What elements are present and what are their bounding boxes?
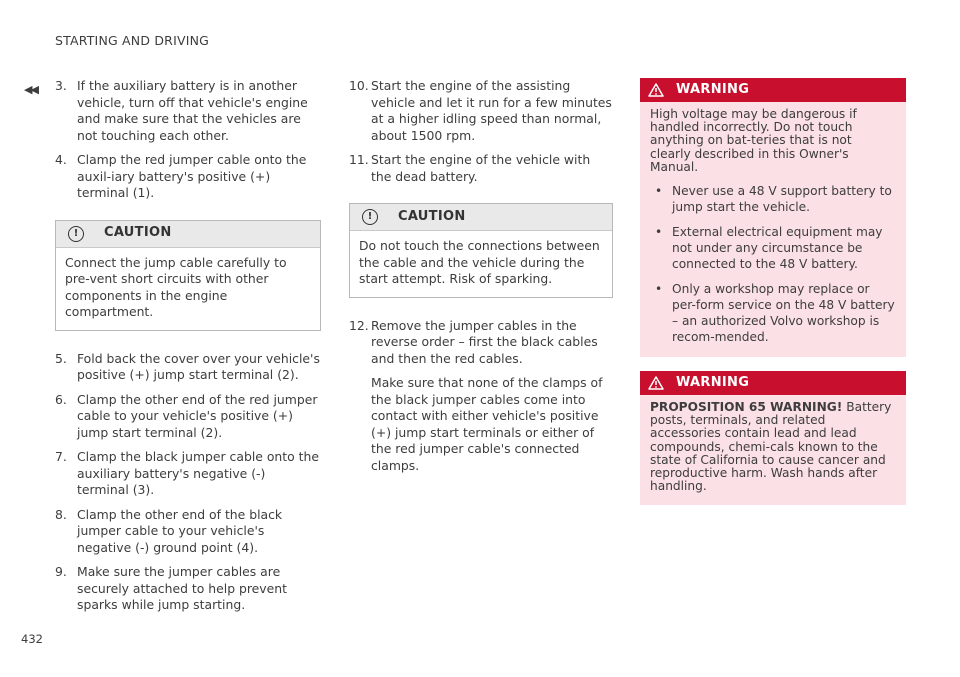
step-text: Clamp the other end of the red jumper cable to your vehicle's positive (+) jump start terminal (2). xyxy=(77,391,318,440)
warning-header xyxy=(640,78,906,102)
warning-content xyxy=(640,395,906,505)
step-text: Clamp the black jumper cable onto the auxiliary battery's negative (-) terminal (3). xyxy=(77,449,319,497)
step-text: Start the engine of the assisting vehicle and let it run for a few minutes at a higher idling speed than normal, about 1500 rpm. xyxy=(371,78,612,143)
caution-text: Connect the jump cable carefully to pre-vent short circuits with other components in the engine compartment. xyxy=(65,254,287,319)
caution-header xyxy=(350,204,612,231)
step-number: 3. xyxy=(55,78,67,93)
step-9 xyxy=(55,564,321,614)
caution-box xyxy=(55,220,321,331)
step-text: Clamp the other end of the black jumper cable to your vehicle's negative (-) ground point (4). xyxy=(77,506,283,555)
step-number: 4. xyxy=(55,152,67,167)
warning-triangle-icon xyxy=(648,83,664,97)
warning-lead: PROPOSITION 65 WARNING! xyxy=(650,400,843,415)
warning-header xyxy=(640,371,906,395)
caution-title: CAUTION xyxy=(104,225,172,241)
column-2 xyxy=(349,78,613,482)
step-text: Remove the jumper cables in the reverse order – first the black cables and then the red cables. xyxy=(371,317,598,366)
step-5 xyxy=(55,351,321,384)
step-10 xyxy=(349,78,613,144)
page-number: 432 xyxy=(21,632,43,646)
bullet-icon: • xyxy=(655,184,663,199)
caution-box xyxy=(349,203,613,298)
warning-bullet xyxy=(650,281,896,345)
warning-intro: High voltage may be dangerous if handled incorrectly. Do not touch anything on bat-teries that is not clearly described in this Owner's Manual. xyxy=(650,107,857,174)
step-number: 9. xyxy=(55,564,67,579)
step-text: Start the engine of the vehicle with the dead battery. xyxy=(371,152,591,184)
caution-header xyxy=(56,221,320,248)
step-number: 7. xyxy=(55,449,67,464)
step-number: 8. xyxy=(55,506,67,522)
column-3 xyxy=(640,78,906,519)
step-6 xyxy=(55,392,321,442)
caution-title: CAUTION xyxy=(398,208,466,224)
step-7 xyxy=(55,449,321,499)
back-arrows-icon[interactable]: ◀◀ xyxy=(24,83,37,96)
warning-text: Battery posts, terminals, and related accessories contain lead and lead compounds, chemi-cals known to the state of California to cause cancer and reproductive harm. Wash hands after handling. xyxy=(650,400,892,494)
exclamation-circle-icon: ! xyxy=(68,226,84,242)
bullet-text: Never use a 48 V support battery to jump start the vehicle. xyxy=(672,184,892,215)
bullet-text: Only a workshop may replace or per-form service on the 48 V battery – an authorized Volvo workshop is recom-mended. xyxy=(672,282,895,345)
step-note: Make sure that none of the clamps of the black jumper cables come into contact with either vehicle's positive (+) jump start terminals or either of the red jumper cable's connected clamps. xyxy=(371,375,603,473)
warning-box-prop65 xyxy=(640,371,906,505)
step-number: 5. xyxy=(55,350,67,366)
caution-text: Do not touch the connections between the cable and the vehicle during the start attempt. Risk of sparking. xyxy=(359,238,600,286)
warning-title: WARNING xyxy=(676,81,750,97)
bullet-icon: • xyxy=(655,282,663,297)
warning-box-high-voltage xyxy=(640,78,906,357)
step-4 xyxy=(55,152,321,202)
bullet-icon: • xyxy=(655,225,663,240)
column-1 xyxy=(55,78,321,622)
section-title: STARTING AND DRIVING xyxy=(55,33,210,48)
step-8 xyxy=(55,507,321,557)
step-text: Fold back the cover over your vehicle's positive (+) jump start terminal (2). xyxy=(77,350,320,382)
step-11 xyxy=(349,152,613,185)
warning-bullet xyxy=(650,224,896,272)
step-3 xyxy=(55,78,321,144)
warning-content xyxy=(640,102,906,357)
step-text: If the auxiliary battery is in another vehicle, turn off that vehicle's engine and make sure that the vehicles are not touching each other. xyxy=(77,78,308,143)
exclamation-circle-icon: ! xyxy=(362,209,378,225)
step-number: 11. xyxy=(349,152,369,167)
step-number: 6. xyxy=(55,391,67,407)
step-text: Make sure the jumper cables are securely attached to help prevent sparks while jump starting. xyxy=(77,564,287,612)
bullet-text: External electrical equipment may not under any circumstance be connected to the 48 V battery. xyxy=(672,225,883,272)
step-number: 12. xyxy=(349,317,369,333)
step-12 xyxy=(349,318,613,475)
step-number: 10. xyxy=(349,78,369,93)
warning-bullet xyxy=(650,183,896,215)
warning-title: WARNING xyxy=(676,374,750,390)
warning-triangle-icon xyxy=(648,376,664,390)
step-text: Clamp the red jumper cable onto the auxil-iary battery's positive (+) terminal (1). xyxy=(77,152,307,200)
